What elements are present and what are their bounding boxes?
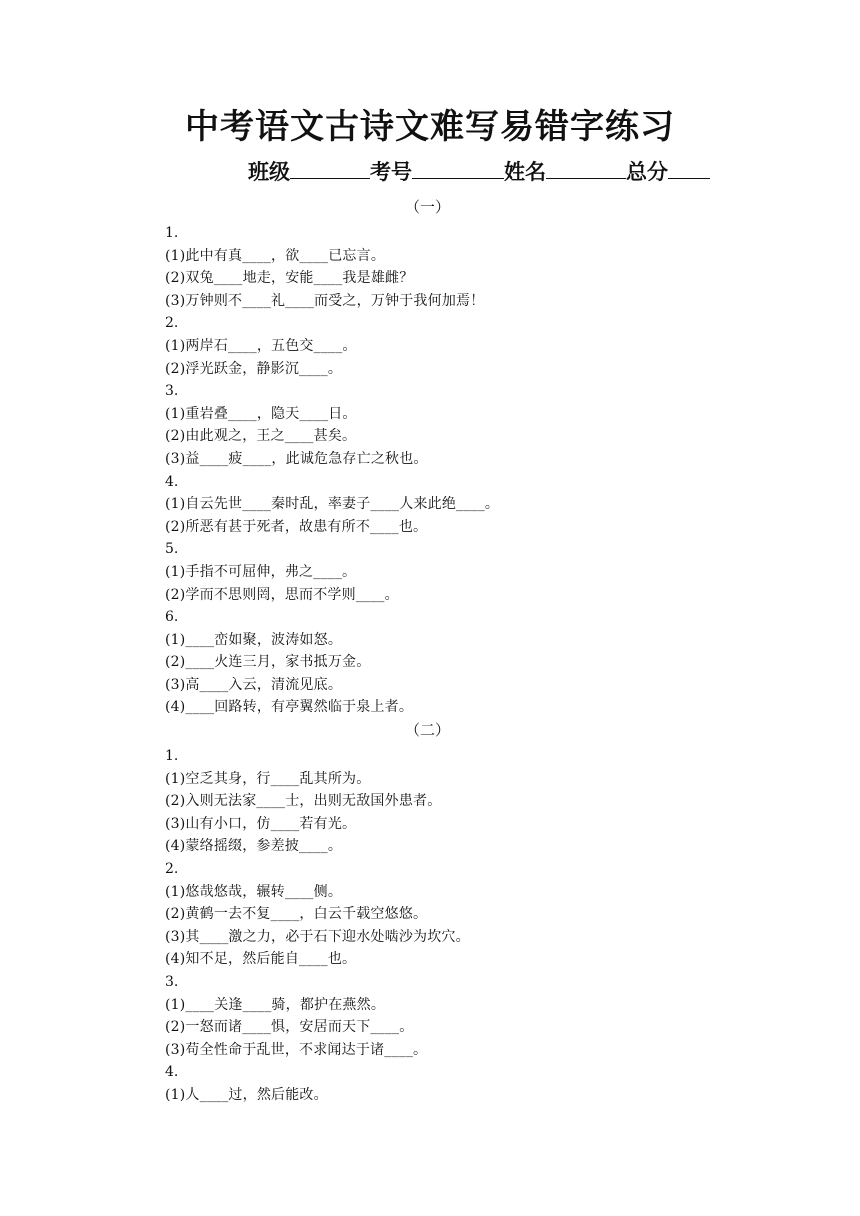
question-line: (2)由此观之，王之____甚矣。 — [165, 428, 357, 445]
section-title: （二） — [405, 721, 451, 740]
question-line: (4)____回路转，有亭翼然临于泉上者。 — [165, 699, 414, 716]
question-line: (1)悠哉悠哉，辗转____侧。 — [165, 883, 343, 900]
exam-no-label: 考号 — [370, 160, 412, 184]
question-line: (2)黄鹤一去不复____，白云千载空悠悠。 — [165, 906, 428, 923]
question-line: (1)空乏其身，行____乱其所为。 — [165, 770, 371, 787]
class-blank — [290, 156, 370, 179]
question-number: 3. — [165, 383, 179, 400]
exam-no-blank — [412, 156, 504, 179]
question-number: 3. — [165, 974, 179, 990]
question-line: (1)手指不可屈伸，弗之____。 — [165, 563, 357, 580]
student-info-line — [248, 156, 710, 188]
question-line: (2)一怒而诸____惧，安居而天下____。 — [165, 1019, 414, 1036]
question-line: (3)高____入云，清流见底。 — [165, 676, 343, 693]
question-line: (3)其____激之力，必于石下迎水处啮沙为坎穴。 — [165, 928, 470, 945]
question-number: 4. — [165, 1064, 179, 1081]
section-title: （一） — [405, 198, 451, 216]
question-line: (1)重岩叠____，隐天____日。 — [165, 405, 357, 422]
question-line: (3)苟全性命于乱世，不求闻达于诸____。 — [165, 1041, 428, 1058]
question-line: (4)知不足，然后能自____也。 — [165, 951, 357, 968]
exercise-content — [165, 196, 825, 1107]
question-line: (3)益____疲____，此诚危急存亡之秋也。 — [165, 450, 428, 467]
question-line: (2)____火连三月，家书抵万金。 — [165, 654, 371, 671]
question-line: (1)人____过，然后能改。 — [165, 1086, 328, 1103]
question-number: 2. — [165, 315, 179, 332]
score-blank — [668, 156, 710, 179]
question-line: (2)双兔____地走，安能____我是雄雌？ — [165, 270, 414, 287]
question-line: (2)所恶有甚于死者，故患有所不____也。 — [165, 518, 428, 535]
question-number: 2. — [165, 861, 179, 878]
question-line: (3)万钟则不____礼____而受之，万钟于我何加焉！ — [165, 292, 485, 309]
question-line: (1)此中有真____，欲____已忘言。 — [165, 247, 386, 264]
question-number: 4. — [165, 473, 179, 490]
question-line: (3)山有小口，仿____若有光。 — [165, 815, 357, 832]
question-line: (2)浮光跃金，静影沉____。 — [165, 360, 343, 377]
question-line: (2)学而不思则罔，思而不学则____。 — [165, 586, 399, 603]
question-line: (1)____峦如聚，波涛如怒。 — [165, 631, 343, 648]
name-blank — [546, 156, 626, 179]
score-label: 总分 — [626, 160, 668, 184]
page-title: 中考语文古诗文难写易错字练习 — [185, 107, 675, 147]
question-line: (2)入则无法家____士，出则无敌国外患者。 — [165, 793, 442, 810]
question-line: (1)自云先世____秦时乱，率妻子____人来此绝____。 — [165, 496, 500, 513]
question-number: 1. — [165, 748, 179, 765]
class-label: 班级 — [248, 160, 290, 184]
question-number: 5. — [165, 541, 179, 558]
question-line: (4)蒙络摇缀，参差披____。 — [165, 838, 343, 855]
question-line: (1)两岸石____，五色交____。 — [165, 337, 357, 354]
question-number: 1. — [165, 225, 179, 241]
question-number: 6. — [165, 609, 179, 626]
question-line: (1)____关逢____骑，都护在燕然。 — [165, 996, 386, 1013]
name-label: 姓名 — [504, 160, 546, 184]
